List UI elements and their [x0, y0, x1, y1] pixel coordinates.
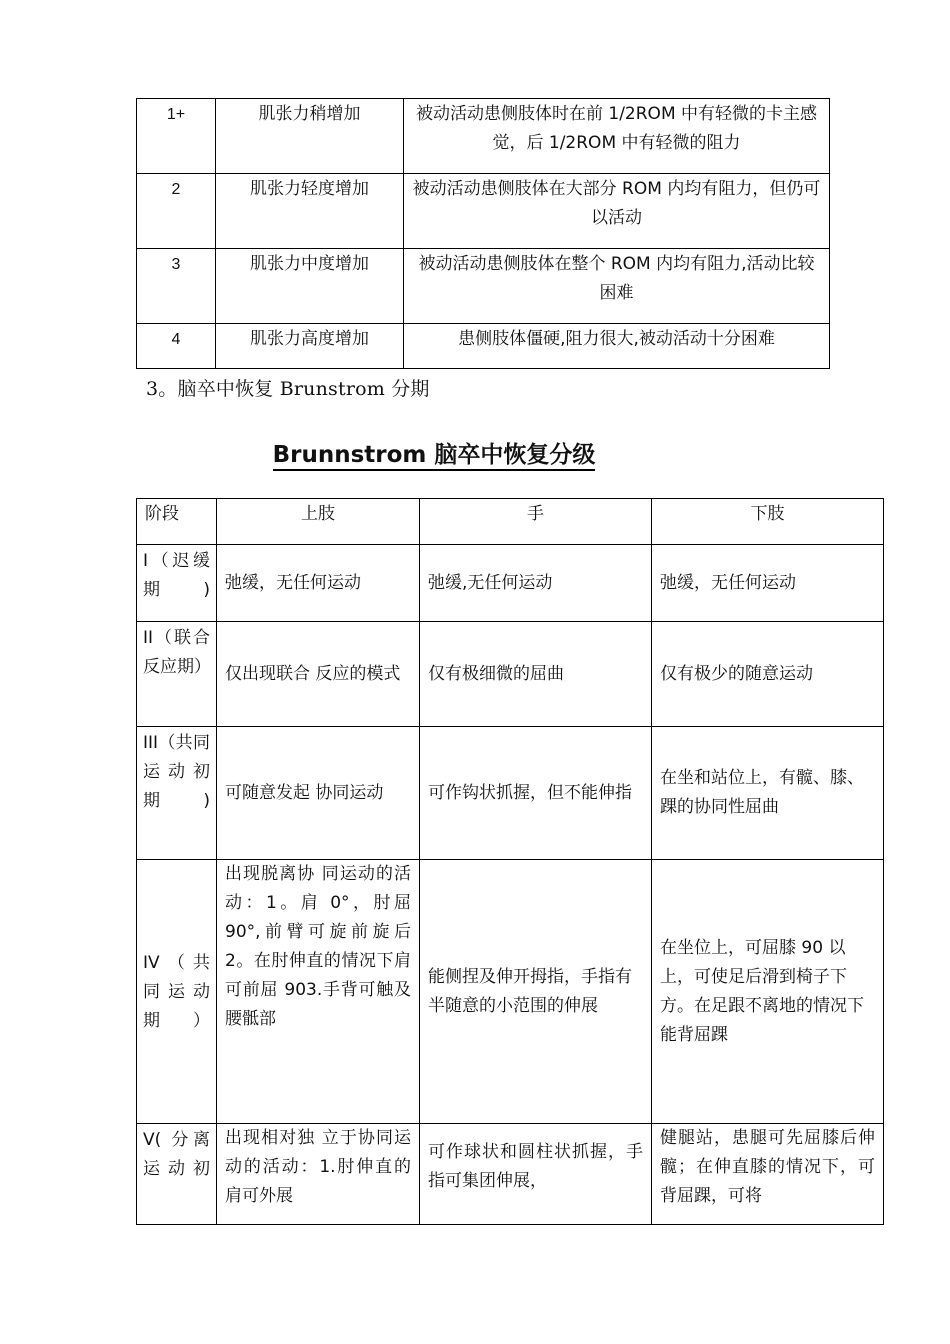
table-row: [137, 622, 884, 727]
tone-desc-cell: 被动活动患侧肢体在大部分 ROM 内均有阻力，但仍可以活动: [404, 174, 830, 249]
table-title: Brunnstrom 脑卒中恢复分级: [273, 442, 596, 471]
upper-limb-cell: 出现脱离协 同运动的活动：1。肩 0°，肘屈 90°,前臂可旋前旋后 2。在肘伸直的情况下肩可前屈 903.手背可触及腰骶部: [217, 860, 420, 1124]
stage-cell: III（共同运动初期): [137, 727, 217, 860]
tone-name-cell: 肌张力轻度增加: [216, 174, 404, 249]
stage-cell: II（联合反应期）: [137, 622, 217, 727]
stage-cell: I（迟缓期): [137, 545, 217, 622]
table-row: [137, 860, 884, 1124]
lower-limb-cell: 弛缓，无任何运动: [652, 545, 884, 622]
tone-name-cell: 肌张力高度增加: [216, 324, 404, 369]
hand-cell: 可作球状和圆柱状抓握，手指可集团伸展，: [420, 1124, 652, 1225]
table-row: [137, 249, 830, 324]
hand-cell: 弛缓,无任何运动: [420, 545, 652, 622]
table-row: [137, 545, 884, 622]
stage-cell: V( 分离运动初: [137, 1124, 217, 1225]
upper-limb-cell: 弛缓，无任何运动: [217, 545, 420, 622]
tone-desc-cell: 患侧肢体僵硬,阻力很大,被动活动十分困难: [404, 324, 830, 369]
stage-cell: IV（共同运动期）: [137, 860, 217, 1124]
section-heading: 3。脑卒中恢复 Brunstrom 分期: [146, 378, 430, 400]
header-lower-limb: 下肢: [652, 499, 884, 545]
lower-limb-cell: 在坐位上，可屈膝 90 以上，可使足后滑到椅子下方。在足跟不离地的情况下能背屈踝: [652, 860, 884, 1124]
tone-desc-cell: 被动活动患侧肢体时在前 1/2ROM 中有轻微的卡主感觉，后 1/2ROM 中有轻微的阻力: [404, 99, 830, 174]
lower-limb-cell: 仅有极少的随意运动: [652, 622, 884, 727]
table-row: [137, 324, 830, 369]
lower-limb-cell: 在坐和站位上，有髋、膝、踝的协同性屈曲: [652, 727, 884, 860]
tone-name-cell: 肌张力中度增加: [216, 249, 404, 324]
table-row: [137, 727, 884, 860]
upper-limb-cell: 仅出现联合 反应的模式: [217, 622, 420, 727]
grade-cell: 2: [137, 174, 216, 249]
tone-desc-cell: 被动活动患侧肢体在整个 ROM 内均有阻力,活动比较困难: [404, 249, 830, 324]
header-upper-limb: 上肢: [217, 499, 420, 545]
tone-name-cell: 肌张力稍增加: [216, 99, 404, 174]
brunnstrom-table: [136, 498, 884, 1225]
hand-cell: 能侧捏及伸开拇指，手指有半随意的小范围的伸展: [420, 860, 652, 1124]
header-hand: 手: [420, 499, 652, 545]
upper-limb-cell: 可随意发起 协同运动: [217, 727, 420, 860]
grade-cell: 4: [137, 324, 216, 369]
table-header-row: [137, 499, 884, 545]
lower-limb-cell: 健腿站，患腿可先屈膝后伸髋；在伸直膝的情况下，可背屈踝，可将: [652, 1124, 884, 1225]
table-row: [137, 99, 830, 174]
upper-limb-cell: 出现相对独 立于协同运动的活动：1.肘伸直的肩可外展: [217, 1124, 420, 1225]
grade-cell: 1+: [137, 99, 216, 174]
hand-cell: 仅有极细微的屈曲: [420, 622, 652, 727]
table-title-wrapper: [0, 436, 868, 469]
muscle-tone-table: [136, 98, 830, 369]
hand-cell: 可作钩状抓握，但不能伸指: [420, 727, 652, 860]
header-stage: 阶段: [137, 499, 217, 545]
grade-cell: 3: [137, 249, 216, 324]
table-row: [137, 174, 830, 249]
table-row: [137, 1124, 884, 1225]
